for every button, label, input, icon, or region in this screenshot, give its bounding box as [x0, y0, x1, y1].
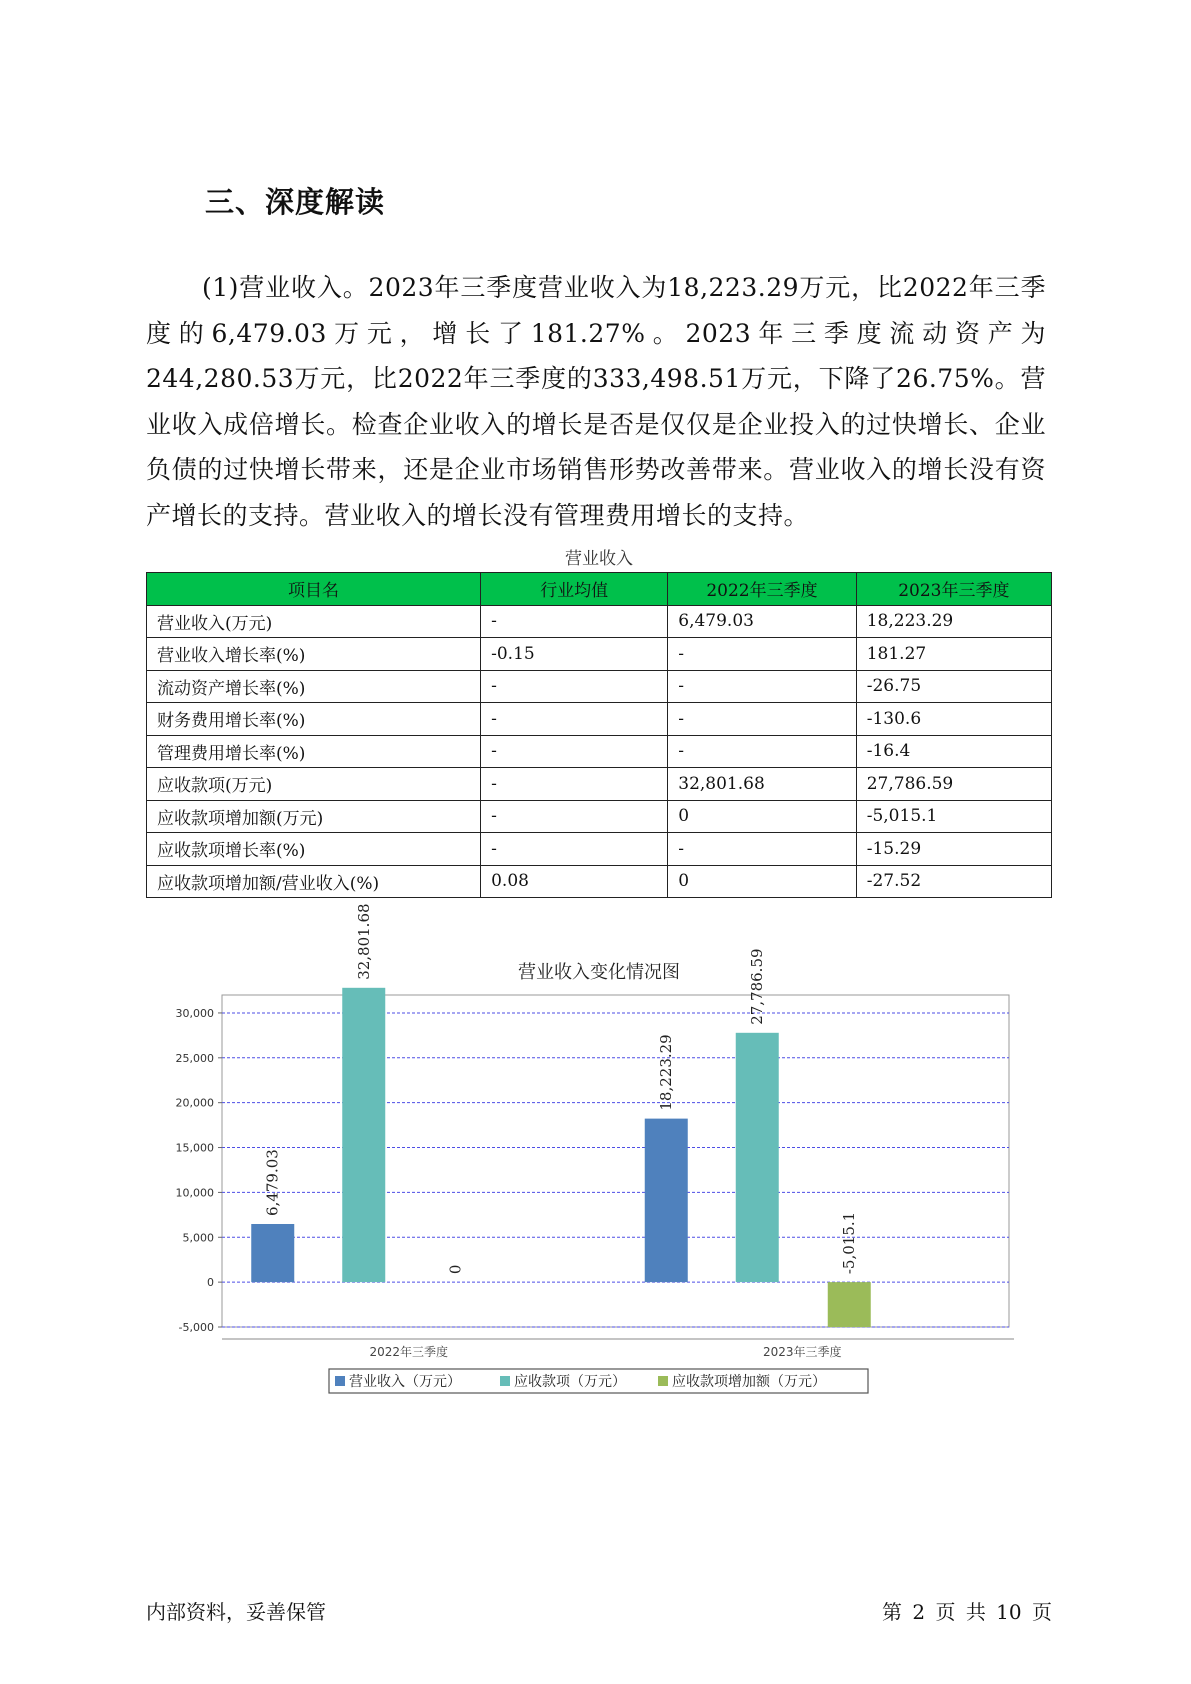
bar-data-label: 0 — [446, 1264, 465, 1275]
table-cell: - — [481, 735, 668, 768]
table-cell: - — [481, 800, 668, 833]
header-2023-q3: 2023年三季度 — [856, 573, 1051, 606]
table-row — [147, 605, 1052, 638]
revenue-table — [146, 572, 1052, 898]
table-cell: -130.6 — [856, 703, 1051, 736]
table-row — [147, 638, 1052, 671]
table-cell: 18,223.29 — [856, 605, 1051, 638]
bar-data-label: 27,786.59 — [748, 948, 767, 1025]
table-cell: 0 — [668, 865, 856, 898]
bar — [828, 1282, 871, 1327]
header-industry-avg: 行业均值 — [481, 573, 668, 606]
table-header-row — [147, 573, 1052, 606]
y-tick-label: -5,000 — [178, 1321, 214, 1334]
chart-title: 营业收入变化情况图 — [518, 962, 680, 983]
y-tick-label: 30,000 — [175, 1006, 214, 1020]
table-row — [147, 865, 1052, 898]
table-cell: 27,786.59 — [856, 768, 1051, 801]
bar — [736, 1033, 779, 1282]
table-cell: 32,801.68 — [668, 768, 856, 801]
y-tick-label: 15,000 — [175, 1141, 214, 1155]
y-tick-label: 25,000 — [175, 1051, 214, 1065]
table-cell: 0 — [668, 800, 856, 833]
footer-confidential-note: 内部资料，妥善保管 — [146, 1600, 326, 1624]
table-caption: 营业收入 — [565, 549, 633, 569]
table-cell: -5,015.1 — [856, 800, 1051, 833]
table-cell: - — [481, 768, 668, 801]
header-item-name: 项目名 — [147, 573, 481, 606]
table-cell: 营业收入增长率(%) — [147, 638, 481, 671]
legend-label: 营业收入（万元） — [349, 1374, 461, 1390]
table-cell: -16.4 — [856, 735, 1051, 768]
table-cell: -27.52 — [856, 865, 1051, 898]
table-cell: 应收款项增加额/营业收入(%) — [147, 865, 481, 898]
table-cell: 营业收入(万元) — [147, 605, 481, 638]
table-cell: - — [481, 670, 668, 703]
table-cell: 应收款项(万元) — [147, 768, 481, 801]
table-cell: 6,479.03 — [668, 605, 856, 638]
table-cell: - — [481, 833, 668, 866]
table-cell: - — [668, 833, 856, 866]
table-cell: - — [668, 735, 856, 768]
table-cell: 财务费用增长率(%) — [147, 703, 481, 736]
table-cell: - — [481, 703, 668, 736]
legend-label: 应收款项（万元） — [514, 1374, 626, 1390]
table-cell: -15.29 — [856, 833, 1051, 866]
table-cell: 181.27 — [856, 638, 1051, 671]
bar-data-label: 18,223.29 — [657, 1034, 676, 1111]
table-cell: - — [668, 638, 856, 671]
table-cell: 应收款项增加额(万元) — [147, 800, 481, 833]
analysis-paragraph: (1)营业收入。2023年三季度营业收入为18,223.29万元，比2022年三季度的6,479.03万元，增长了181.27%。2023年三季度流动资产为244,280.53万元，比2022年三季度的333,498.51万元，下降了26.75%。营业收入成倍增长。检查企业收入的增长是否是仅仅是企业投入的过快增长、企业负债的过快增长带来，还是企业市场销售形势改善带来。营业收入的增长没有资产增长的支持。营业收入的增长没有管理费用增长的支持。 — [146, 273, 1046, 530]
y-tick-label: 0 — [207, 1276, 214, 1290]
bar — [645, 1119, 688, 1283]
table-row — [147, 703, 1052, 736]
legend-label: 应收款项增加额（万元） — [672, 1374, 826, 1390]
y-tick-label: 5,000 — [182, 1231, 214, 1245]
legend-swatch — [335, 1376, 345, 1386]
legend-swatch — [658, 1376, 668, 1386]
x-category-label: 2022年三季度 — [369, 1345, 449, 1359]
x-category-label: 2023年三季度 — [762, 1345, 842, 1359]
footer-page-number: 第 2 页 共 10 页 — [882, 1600, 1052, 1624]
table-cell: 应收款项增长率(%) — [147, 833, 481, 866]
section-heading: 三、深度解读 — [205, 185, 386, 219]
table-row — [147, 800, 1052, 833]
table-cell: 管理费用增长率(%) — [147, 735, 481, 768]
table-row — [147, 768, 1052, 801]
table-cell: - — [481, 605, 668, 638]
table-cell: -0.15 — [481, 638, 668, 671]
bar-data-label: 32,801.68 — [354, 903, 373, 980]
legend-swatch — [500, 1376, 510, 1386]
bar — [251, 1224, 294, 1282]
table-row — [147, 833, 1052, 866]
bar-data-label: 6,479.03 — [263, 1149, 282, 1216]
table-row — [147, 670, 1052, 703]
header-2022-q3: 2022年三季度 — [668, 573, 856, 606]
bar — [342, 988, 385, 1282]
bar-data-label: -5,015.1 — [840, 1211, 859, 1275]
y-tick-label: 10,000 — [175, 1186, 214, 1200]
table-cell: -26.75 — [856, 670, 1051, 703]
y-tick-label: 20,000 — [175, 1096, 214, 1110]
table-cell: 流动资产增长率(%) — [147, 670, 481, 703]
table-cell: 0.08 — [481, 865, 668, 898]
plot-frame — [222, 995, 1009, 1327]
table-cell: - — [668, 670, 856, 703]
table-cell: - — [668, 703, 856, 736]
table-row — [147, 735, 1052, 768]
